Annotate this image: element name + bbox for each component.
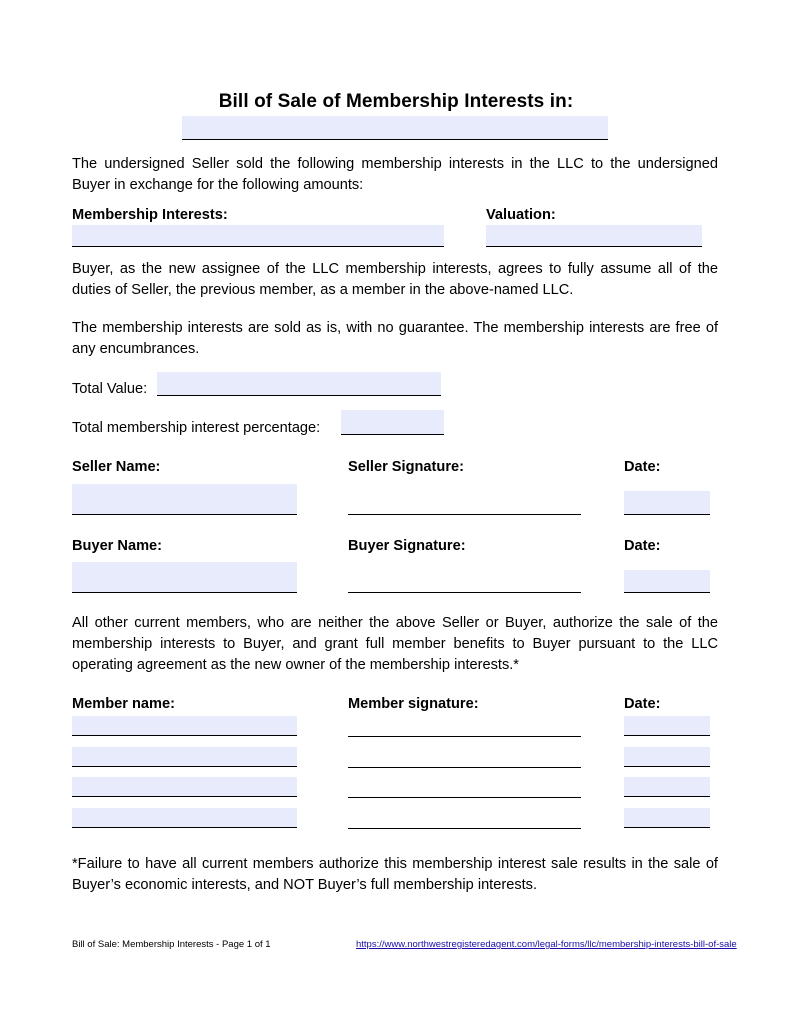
seller-signature-label: Seller Signature: xyxy=(348,459,464,475)
llc-name-field[interactable] xyxy=(182,116,608,140)
member-name-field[interactable] xyxy=(72,808,297,828)
member-name-field[interactable] xyxy=(72,747,297,767)
as-is-paragraph: The membership interests are sold as is, with no guarantee. The membership interests are free of any encumbrances. xyxy=(72,320,718,357)
member-signature-line[interactable] xyxy=(348,827,581,829)
members-authorize-paragraph: All other current members, who are neither the above Seller or Buyer, authorize the sale of the membership interests to Buyer, and grant full member benefits to Buyer pursuant to the LLC operating agreement as the new owner of the membership interests.* xyxy=(72,615,718,673)
seller-name-field[interactable] xyxy=(72,484,297,515)
seller-signature-line[interactable] xyxy=(348,513,581,515)
member-date-field[interactable] xyxy=(624,808,710,828)
assume-duties-paragraph: Buyer, as the new assignee of the LLC membership interests, agrees to fully assume all of the duties of Seller, the previous member, as a member in the above-named LLC. xyxy=(72,261,718,298)
footnote-paragraph: *Failure to have all current members authorize this membership interest sale results in the sale of Buyer’s economic interests, and NOT Buyer’s full membership interests. xyxy=(72,856,718,893)
buyer-name-label: Buyer Name: xyxy=(72,538,163,554)
member-signature-line[interactable] xyxy=(348,735,581,737)
membership-interests-label: Membership Interests: xyxy=(72,207,228,223)
total-percentage-field[interactable] xyxy=(341,410,444,435)
buyer-signature-label: Buyer Signature: xyxy=(348,538,466,554)
valuation-label: Valuation: xyxy=(486,207,556,223)
buyer-date-field[interactable] xyxy=(624,570,710,593)
membership-interests-field[interactable] xyxy=(72,225,444,247)
valuation-field[interactable] xyxy=(486,225,702,247)
footer-url-link[interactable]: https://www.northwestregisteredagent.com/legal-forms/llc/membership-interests-bill-of-sale xyxy=(356,939,737,950)
footer-page-label: Bill of Sale: Membership Interests - Page 1 of 1 xyxy=(72,939,271,950)
member-date-field[interactable] xyxy=(624,777,710,797)
total-value-label: Total Value: xyxy=(72,381,148,397)
member-date-field[interactable] xyxy=(624,747,710,767)
seller-date-field[interactable] xyxy=(624,491,710,515)
member-date-label: Date: xyxy=(624,696,661,712)
document-title: Bill of Sale of Membership Interests in: xyxy=(218,91,574,112)
member-name-field[interactable] xyxy=(72,716,297,736)
member-name-field[interactable] xyxy=(72,777,297,797)
intro-paragraph: The undersigned Seller sold the following membership interests in the LLC to the undersigned Buyer in exchange for the following amounts: xyxy=(72,156,718,193)
seller-name-label: Seller Name: xyxy=(72,459,161,475)
buyer-date-label: Date: xyxy=(624,538,661,554)
buyer-signature-line[interactable] xyxy=(348,591,581,593)
member-signature-line[interactable] xyxy=(348,766,581,768)
seller-date-label: Date: xyxy=(624,459,661,475)
buyer-name-field[interactable] xyxy=(72,562,297,593)
member-name-label: Member name: xyxy=(72,696,175,712)
member-signature-label: Member signature: xyxy=(348,696,479,712)
member-date-field[interactable] xyxy=(624,716,710,736)
member-signature-line[interactable] xyxy=(348,796,581,798)
total-percentage-label: Total membership interest percentage: xyxy=(72,420,321,436)
total-value-field[interactable] xyxy=(157,372,441,396)
